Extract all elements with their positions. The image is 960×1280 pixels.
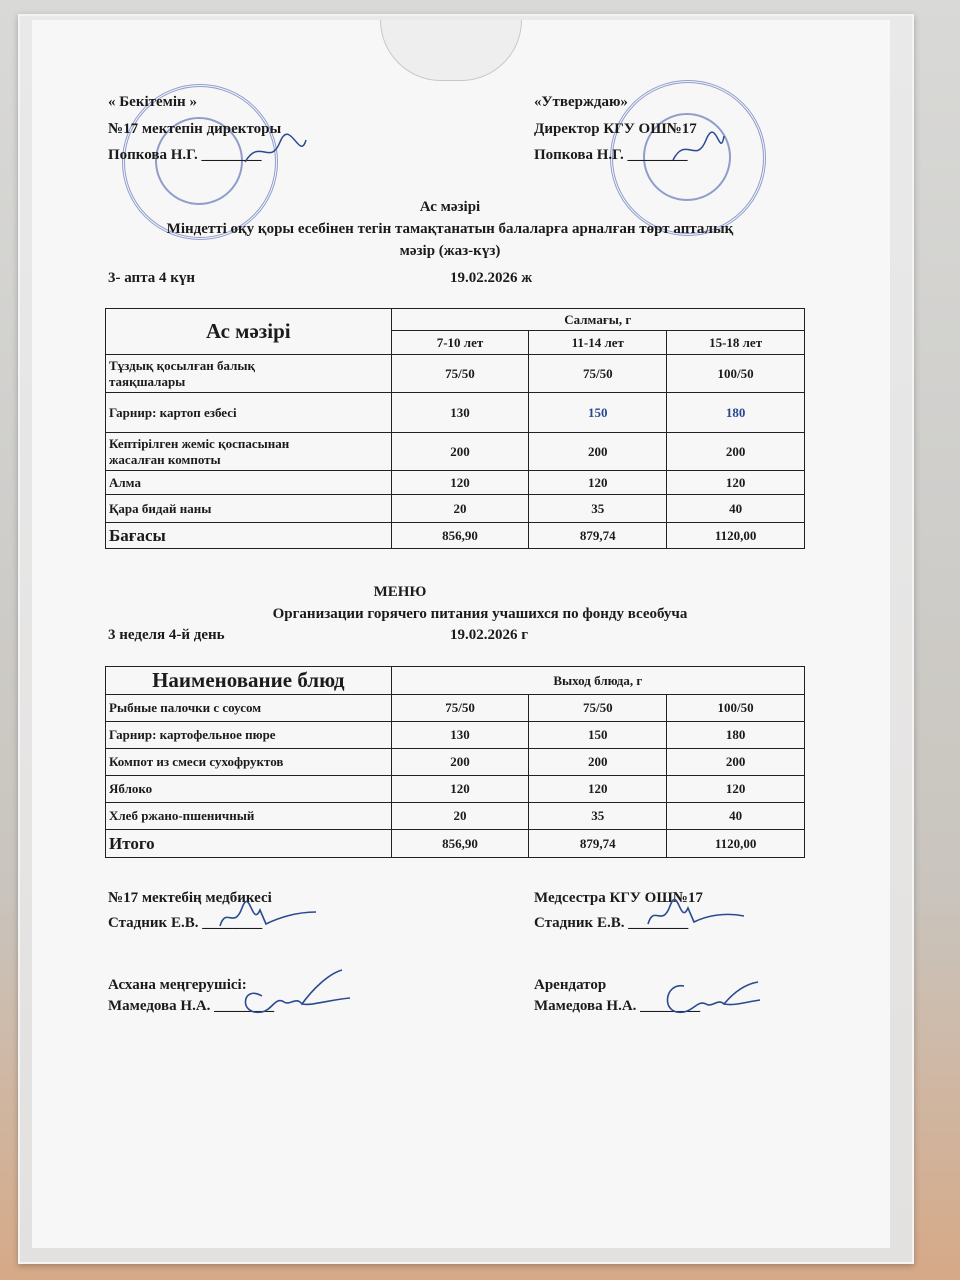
weight-value: 40 <box>667 803 805 830</box>
weight-value: 200 <box>391 433 529 471</box>
ru-menu-title: МЕНЮ <box>373 584 427 600</box>
kz-date: 19.02.2026 ж <box>450 270 533 286</box>
weight-value: 20 <box>391 803 529 830</box>
approve-ru: «Утверждаю» <box>534 94 628 110</box>
kz-week-day: 3- апта 4 күн <box>108 270 196 286</box>
director-signature-right <box>668 130 728 170</box>
kz-col-weight: Салмағы, г <box>391 309 804 331</box>
tenant-title-ru: Арендатор <box>534 977 607 993</box>
weight-value: 120 <box>667 776 805 803</box>
weight-value: 35 <box>529 803 667 830</box>
weight-value: 200 <box>529 749 667 776</box>
table-row <box>106 393 805 433</box>
weight-value: 150 <box>529 722 667 749</box>
kz-age-7-10: 7-10 лет <box>391 331 529 355</box>
nurse-signature-left <box>212 900 322 936</box>
price-value: 879,74 <box>529 523 667 549</box>
weight-value: 20 <box>391 495 529 523</box>
ru-col-weight: Выход блюда, г <box>391 667 804 695</box>
table-row <box>106 355 805 393</box>
price-value: 1120,00 <box>667 523 805 549</box>
weight-value: 35 <box>529 495 667 523</box>
total-label: Бағасы <box>106 523 392 549</box>
kz-menu-subtitle-2: мәзір (жаз-күз) <box>399 243 501 259</box>
price-value: 856,90 <box>391 523 529 549</box>
table-row <box>106 471 805 495</box>
nurse-title-kz: №17 мектебің медбикесі <box>108 890 272 906</box>
weight-value: 150 <box>529 393 667 433</box>
table-row <box>106 722 805 749</box>
dish-name: Қара бидай наны <box>106 495 392 523</box>
dish-name: Гарнир: картофельное пюре <box>106 722 392 749</box>
weight-value: 100/50 <box>667 695 805 722</box>
weight-value: 200 <box>667 433 805 471</box>
weight-value: 75/50 <box>529 695 667 722</box>
dish-name: Гарнир: картоп езбесі <box>106 393 392 433</box>
total-row <box>106 523 805 549</box>
price-value: 856,90 <box>391 830 529 858</box>
dish-name: Алма <box>106 471 392 495</box>
weight-value: 120 <box>529 776 667 803</box>
dish-name: Хлеб ржано-пшеничный <box>106 803 392 830</box>
tenant-name-ru: Мамедова Н.А. ________ <box>534 998 701 1014</box>
table-row <box>106 749 805 776</box>
kz-menu-table <box>105 308 805 549</box>
table-row <box>106 495 805 523</box>
weight-value: 130 <box>391 393 529 433</box>
dish-name: Кептірілген жеміс қоспасынан жасалған компоты <box>106 433 392 471</box>
director-name-kz: Попкова Н.Г. ________ <box>108 147 262 163</box>
weight-value: 200 <box>667 749 805 776</box>
total-row <box>106 830 805 858</box>
kz-age-15-18: 15-18 лет <box>667 331 805 355</box>
weight-value: 40 <box>667 495 805 523</box>
weight-value: 100/50 <box>667 355 805 393</box>
director-kz: №17 мектепін директоры <box>108 121 282 137</box>
table-row <box>106 803 805 830</box>
weight-value: 130 <box>391 722 529 749</box>
dish-name: Рыбные палочки с соусом <box>106 695 392 722</box>
nurse-title-ru: Медсестра КГУ ОШ№17 <box>534 890 703 906</box>
approve-kz: « Бекітемін » <box>108 94 197 110</box>
weight-value: 75/50 <box>529 355 667 393</box>
ru-date: 19.02.2026 г <box>450 627 529 643</box>
ru-week-day: 3 неделя 4-й день <box>108 627 225 643</box>
director-name-ru: Попкова Н.Г. ________ <box>534 147 688 163</box>
weight-value: 120 <box>667 471 805 495</box>
canteen-signature-left <box>232 966 356 1026</box>
weight-value: 75/50 <box>391 695 529 722</box>
director-ru: Директор КГУ ОШ№17 <box>534 121 697 137</box>
total-label: Итого <box>106 830 392 858</box>
weight-value: 120 <box>529 471 667 495</box>
canteen-head-kz: Асхана меңгерушісі: <box>108 977 247 993</box>
kz-menu-subtitle-1: Міндетті оқу қоры есебінен тегін тамақтанатын балаларға арналған төрт апталық <box>166 221 734 237</box>
weight-value: 200 <box>529 433 667 471</box>
kz-col-dish: Ас мәзірі <box>106 309 392 355</box>
table-row <box>106 433 805 471</box>
ru-menu-subtitle: Организации горячего питания учашихся по фонду всеобуча <box>272 606 688 622</box>
nurse-name-kz: Стадник Е.В. ________ <box>108 915 263 931</box>
ru-menu-table <box>105 666 805 858</box>
weight-value: 120 <box>391 471 529 495</box>
canteen-name-kz: Мамедова Н.А. ________ <box>108 998 275 1014</box>
director-signature-left <box>240 132 310 172</box>
weight-value: 200 <box>391 749 529 776</box>
weight-value: 120 <box>391 776 529 803</box>
nurse-signature-right <box>640 898 750 934</box>
price-value: 879,74 <box>529 830 667 858</box>
nurse-name-ru: Стадник Е.В. ________ <box>534 915 689 931</box>
ru-col-dish: Наименование блюд <box>106 667 392 695</box>
kz-age-11-14: 11-14 лет <box>529 331 667 355</box>
price-value: 1120,00 <box>667 830 805 858</box>
kz-menu-title: Ас мәзірі <box>419 199 481 215</box>
table-row <box>106 695 805 722</box>
dish-name: Тұздық қосылған балық таяқшалары <box>106 355 392 393</box>
table-row <box>106 776 805 803</box>
weight-value: 75/50 <box>391 355 529 393</box>
weight-value: 180 <box>667 722 805 749</box>
weight-value: 180 <box>667 393 805 433</box>
dish-name: Яблоко <box>106 776 392 803</box>
dish-name: Компот из смеси сухофруктов <box>106 749 392 776</box>
tenant-signature-right <box>654 972 764 1028</box>
